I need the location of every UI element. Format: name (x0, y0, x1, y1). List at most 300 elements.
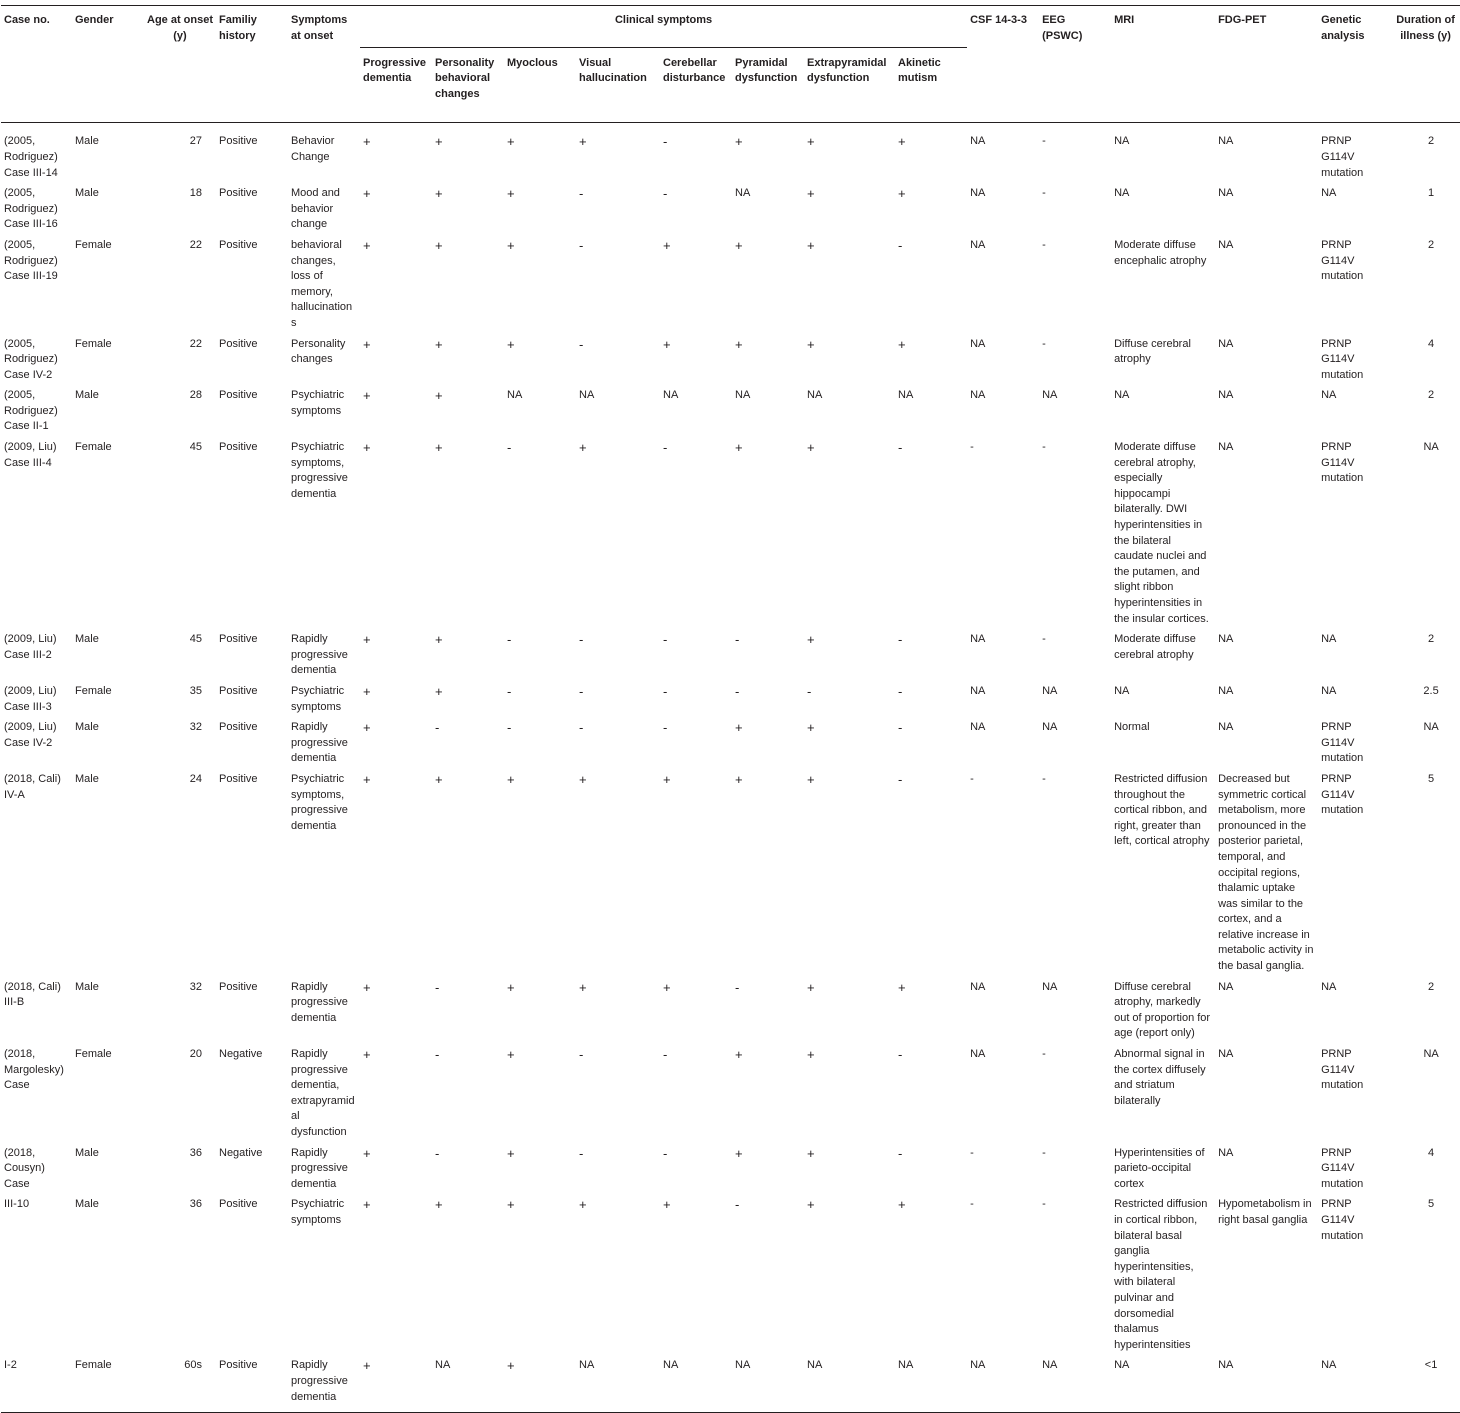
cell-clinical-symptom: - (579, 1047, 584, 1063)
cell-clinical-symptom: + (898, 979, 906, 995)
cell-eeg: - (1042, 1048, 1046, 1061)
cell-clinical-symptom: - (663, 440, 668, 456)
cell-eeg: - (1042, 238, 1046, 251)
cell-fdg-pet: NA (1218, 187, 1234, 200)
cell-onset-symptoms: Rapidly progressive dementia (291, 1146, 348, 1190)
cell-age: 22 (189, 337, 202, 350)
cell-family-history: Positive (219, 441, 258, 454)
cell-clinical-symptom: - (663, 720, 668, 736)
cell-genetic: PRNP G114V mutation (1321, 441, 1364, 485)
cell-onset-symptoms: Psychiatric symptoms (291, 684, 345, 713)
cell-clinical-symptom: + (363, 720, 371, 736)
cell-eeg: - (1042, 1198, 1046, 1211)
cell-family-history: Positive (219, 135, 258, 148)
cell-clinical-symptom: + (807, 134, 815, 150)
cell-duration: 2 (1428, 238, 1435, 251)
cell-csf: NA (970, 389, 986, 402)
table-row (1, 384, 1460, 436)
cell-duration: 2 (1428, 980, 1435, 993)
cell-clinical-symptom: + (663, 336, 671, 352)
cell-clinical-symptom: + (807, 336, 815, 352)
cell-csf: NA (970, 135, 986, 148)
cell-csf: - (970, 441, 974, 454)
cell-clinical-symptom: - (579, 186, 584, 202)
cell-clinical-symptom: + (807, 1197, 815, 1213)
cell-genetic: PRNP G114V mutation (1321, 1146, 1364, 1190)
cell-onset-symptoms: Behavior Change (291, 135, 335, 163)
cell-clinical-symptom: + (435, 771, 443, 787)
cell-clinical-symptom: + (507, 1145, 515, 1161)
cell-age: 45 (189, 633, 202, 646)
cell-fdg-pet: NA (1218, 441, 1234, 454)
cell-duration: 1 (1428, 187, 1435, 200)
col-header-clinical: Pyramidal dysfunction (732, 47, 804, 123)
col-header-age: Age at onset (y) (144, 6, 216, 123)
cell-onset-symptoms: Rapidly progressive dementia (291, 633, 348, 677)
cell-clinical-symptom: + (435, 1197, 443, 1213)
cell-clinical-symptom: + (435, 186, 443, 202)
cell-clinical-symptom: NA (663, 389, 679, 402)
cell-clinical-symptom: + (435, 683, 443, 699)
cell-clinical-symptom: - (898, 1145, 903, 1161)
cell-csf: NA (967, 1354, 1039, 1412)
cell-gender: Female (75, 684, 112, 697)
cell-csf: NA (970, 187, 986, 200)
cell-clinical-symptom: NA (732, 1354, 804, 1412)
cell-case: III-10 (4, 1198, 30, 1211)
cell-fdg-pet: NA (1218, 1048, 1234, 1061)
cell-genetic: PRNP G114V mutation (1321, 135, 1364, 179)
cell-clinical-symptom: + (735, 134, 743, 150)
cell-clinical-symptom: + (663, 237, 671, 253)
cell-fdg-pet: NA (1218, 721, 1234, 734)
cell-clinical-symptom: + (807, 440, 815, 456)
cell-clinical-symptom: NA (735, 187, 751, 200)
cell-clinical-symptom: - (579, 1145, 584, 1161)
cell-onset-symptoms: Rapidly progressive dementia (288, 1354, 360, 1412)
table-row (1, 234, 1460, 333)
cell-clinical-symptom: - (663, 186, 668, 202)
cell-gender: Male (75, 772, 99, 785)
cell-case: (2018, Cousyn) Case (4, 1146, 45, 1190)
table-row (1, 680, 1460, 716)
cell-clinical-symptom: - (579, 632, 584, 648)
cell-genetic: PRNP G114V mutation (1321, 1048, 1364, 1092)
cell-clinical-symptom: + (579, 979, 587, 995)
cell-gender: Female (75, 337, 112, 350)
cell-fdg-pet: NA (1218, 684, 1234, 697)
cell-onset-symptoms: behavioral changes, loss of memory, hallucinations (291, 238, 353, 329)
col-header-clinical: Akinetic mutism (895, 47, 967, 123)
cell-fdg-pet: NA (1218, 238, 1234, 251)
cell-clinical-symptom: + (579, 134, 587, 150)
cell-eeg: - (1042, 187, 1046, 200)
cell-fdg-pet: Decreased but symmetric cortical metabolism, more pronounced in the posterior parietal, temporal, and occipital regions, thalamic uptake was similar to the cortex, and a relative increase in metabolic activity in the basal ganglia. (1218, 772, 1314, 973)
cell-mri: NA (1114, 389, 1130, 402)
cell-clinical-symptom: - (507, 440, 512, 456)
cell-clinical-symptom: + (363, 440, 371, 456)
cell-gender: Male (75, 1146, 99, 1159)
cell-clinical-symptom: - (579, 237, 584, 253)
cell-clinical-symptom: - (435, 1145, 440, 1161)
cell-clinical-symptom: + (898, 186, 906, 202)
cell-clinical-symptom: + (435, 388, 443, 404)
cell-duration: 4 (1428, 337, 1435, 350)
cell-duration: 2 (1428, 135, 1435, 148)
col-header-duration: Duration of illness (y) (1390, 6, 1460, 123)
cell-clinical-symptom: + (507, 1047, 515, 1063)
cell-case: (2018, Margolesky) Case (4, 1048, 64, 1092)
cell-clinical-symptom: + (735, 1145, 743, 1161)
table-row (1, 768, 1460, 976)
cell-fdg-pet: NA (1218, 980, 1234, 993)
cell-mri: NA (1114, 187, 1130, 200)
cell-clinical-symptom: NA (576, 1354, 660, 1412)
table-row (1, 1142, 1460, 1194)
cell-clinical-symptom: - (898, 683, 903, 699)
cell-clinical-symptom: - (579, 683, 584, 699)
cell-clinical-symptom: + (363, 632, 371, 648)
cell-clinical-symptom: - (663, 1047, 668, 1063)
cell-csf: NA (970, 337, 986, 350)
cell-fdg-pet: NA (1218, 1146, 1234, 1159)
cell-family-history: Positive (219, 389, 258, 402)
cell-fdg-pet: NA (1218, 389, 1234, 402)
table-row (1, 1193, 1460, 1354)
cell-gender: Female (75, 441, 112, 454)
cell-age: 20 (189, 1048, 202, 1061)
cell-eeg: NA (1042, 389, 1058, 402)
cell-clinical-symptom: + (435, 632, 443, 648)
cell-mri: Abnormal signal in the cortex diffusely and striatum bilaterally (1114, 1048, 1206, 1107)
cell-mri: Diffuse cerebral atrophy, markedly out of proportion for age (report only) (1114, 980, 1211, 1040)
cell-case: (2005, Rodriguez) Case III-19 (4, 238, 58, 283)
cell-clinical-symptom: - (735, 979, 740, 995)
cell-onset-symptoms: Psychiatric symptoms (291, 389, 345, 417)
cell-clinical-symptom: NA (432, 1354, 504, 1412)
cell-family-history: Positive (219, 980, 258, 993)
cell-clinical-symptom: + (579, 771, 587, 787)
cell-clinical-symptom: + (735, 1047, 743, 1063)
cell-clinical-symptom: - (435, 1047, 440, 1063)
cell-clinical-symptom: + (435, 336, 443, 352)
cell-clinical-symptom: - (898, 771, 903, 787)
cell-case: (2009, Liu) Case III-3 (4, 684, 57, 713)
cell-duration: NA (1423, 721, 1439, 734)
cell-clinical-symptom: + (663, 979, 671, 995)
cell-case: (2005, Rodriguez) Case IV-2 (4, 337, 58, 381)
cell-case: I-2 (1, 1354, 72, 1412)
cell-gender: Female (75, 1048, 112, 1061)
cell-age: 36 (189, 1146, 202, 1159)
cell-gender: Female (75, 238, 112, 251)
cell-genetic: NA (1321, 980, 1337, 993)
cell-clinical-symptom: + (735, 237, 743, 253)
cell-age: 35 (189, 684, 202, 697)
cell-csf: NA (970, 980, 986, 993)
cell-clinical-symptom: + (504, 1354, 576, 1412)
cell-clinical-symptom: + (360, 1354, 432, 1412)
cell-family-history: Positive (219, 684, 258, 697)
cell-eeg: NA (1042, 684, 1058, 697)
col-header-genetic: Genetic analysis (1318, 6, 1390, 123)
cell-clinical-symptom: + (363, 1197, 371, 1213)
cell-clinical-symptom: + (363, 1145, 371, 1161)
table-row (1, 436, 1460, 628)
cell-duration: 2 (1428, 633, 1435, 646)
cell-family-history: Positive (219, 772, 258, 785)
cell-clinical-symptom: + (807, 720, 815, 736)
cell-mri: Moderate diffuse cerebral atrophy (1114, 633, 1196, 661)
cell-clinical-symptom: + (507, 1197, 515, 1213)
cell-gender: Male (75, 135, 99, 148)
cell-mri: Moderate diffuse encephalic atrophy (1114, 238, 1207, 267)
cell-clinical-symptom: + (363, 336, 371, 352)
cell-clinical-symptom: + (363, 1047, 371, 1063)
cell-clinical-symptom: - (735, 632, 740, 648)
col-header-eeg: EEG (PSWC) (1039, 6, 1111, 123)
cell-clinical-symptom: + (435, 440, 443, 456)
cell-clinical-symptom: + (807, 237, 815, 253)
col-header-family: Familiy history (216, 6, 288, 123)
cell-clinical-symptom: + (735, 720, 743, 736)
cell-mri: Hyperintensities of parieto-occipital cortex (1114, 1146, 1205, 1190)
cell-duration: 2 (1428, 389, 1435, 402)
cell-duration: 5 (1428, 1198, 1435, 1211)
cell-fdg-pet: NA (1218, 337, 1234, 350)
cell-csf: - (970, 772, 974, 785)
cell-csf: NA (970, 1048, 986, 1061)
col-header-clinical: Myoclous (504, 47, 576, 123)
cell-gender: Female (72, 1354, 144, 1412)
cell-case: (2009, Liu) Case III-2 (4, 633, 57, 661)
cell-family-history: Positive (216, 1354, 288, 1412)
table-row (1, 976, 1460, 1043)
cell-onset-symptoms: Psychiatric symptoms, progressive dementia (291, 772, 348, 832)
cell-clinical-symptom: NA (735, 389, 751, 402)
cell-eeg: - (1042, 337, 1046, 350)
table-body (1, 123, 1460, 1413)
cell-clinical-symptom: + (435, 134, 443, 150)
col-header-clinical: Personality behavioral changes (432, 47, 504, 123)
cell-clinical-symptom: + (363, 237, 371, 253)
cell-clinical-symptom: + (807, 979, 815, 995)
cell-clinical-symptom: + (363, 683, 371, 699)
cell-gender: Male (75, 1198, 99, 1211)
cell-clinical-symptom: + (807, 186, 815, 202)
cell-eeg: - (1042, 633, 1046, 646)
cell-onset-symptoms: Mood and behavior change (291, 187, 340, 231)
cell-clinical-symptom: + (363, 186, 371, 202)
cell-clinical-symptom: NA (807, 389, 823, 402)
cell-clinical-symptom: + (507, 237, 515, 253)
cell-clinical-symptom: - (663, 1145, 668, 1161)
table-row (1, 182, 1460, 234)
cell-clinical-symptom: - (735, 683, 740, 699)
cell-eeg: - (1042, 772, 1046, 785)
cell-eeg: - (1042, 135, 1046, 148)
col-header-onset: Symptoms at onset (288, 6, 360, 123)
cell-duration: NA (1423, 441, 1439, 454)
cell-age: 32 (189, 980, 202, 993)
cell-clinical-symptom: + (735, 336, 743, 352)
cell-clinical-symptom: - (435, 979, 440, 995)
cell-case: (2009, Liu) Case III-4 (4, 441, 57, 469)
cell-genetic: PRNP G114V mutation (1321, 721, 1364, 765)
case-table (1, 5, 1460, 1413)
cell-gender: Male (75, 721, 99, 734)
cell-eeg: - (1042, 1146, 1046, 1159)
cell-genetic: NA (1321, 389, 1337, 402)
cell-clinical-symptom: - (507, 632, 512, 648)
cell-mri: Restricted diffusion in cortical ribbon, bilateral basal ganglia hyperintensities, with bilateral pulvinar and dorsomedial thalamus hyperintensities (1114, 1198, 1208, 1351)
table-row (1, 1043, 1460, 1142)
cell-age: 28 (189, 389, 202, 402)
col-header-mri: MRI (1111, 6, 1215, 123)
col-header-csf: CSF 14-3-3 (967, 6, 1039, 123)
cell-genetic: PRNP G114V mutation (1321, 337, 1364, 381)
col-header-clinical-group: Clinical symptoms (360, 6, 967, 48)
cell-age: 36 (189, 1198, 202, 1211)
cell-clinical-symptom: + (363, 771, 371, 787)
cell-family-history: Positive (219, 633, 258, 646)
table-row (1, 123, 1460, 182)
cell-genetic: PRNP G114V mutation (1321, 238, 1364, 283)
cell-clinical-symptom: - (735, 1197, 740, 1213)
cell-age: 27 (189, 135, 202, 148)
cell-csf: NA (970, 238, 986, 251)
cell-clinical-symptom: + (807, 632, 815, 648)
cell-eeg: NA (1042, 721, 1058, 734)
table-row (1, 333, 1460, 385)
cell-genetic: NA (1321, 633, 1337, 646)
cell-clinical-symptom: + (807, 1145, 815, 1161)
cell-clinical-symptom: + (507, 186, 515, 202)
cell-case: (2005, Rodriguez) Case III-14 (4, 135, 58, 179)
cell-duration: 2.5 (1423, 684, 1439, 697)
cell-mri: Restricted diffusion throughout the cortical ribbon, and right, greater than left, cortical atrophy (1114, 772, 1210, 848)
cell-clinical-symptom: - (898, 632, 903, 648)
cell-family-history: Positive (219, 187, 258, 200)
cell-mri: NA (1114, 684, 1130, 697)
cell-family-history: Negative (219, 1146, 263, 1159)
cell-clinical-symptom: NA (579, 389, 595, 402)
cell-clinical-symptom: + (807, 771, 815, 787)
cell-clinical-symptom: + (435, 237, 443, 253)
cell-clinical-symptom: NA (507, 389, 523, 402)
cell-family-history: Positive (219, 1198, 258, 1211)
cell-clinical-symptom: + (807, 1047, 815, 1063)
cell-onset-symptoms: Personality changes (291, 337, 346, 366)
cell-onset-symptoms: Psychiatric symptoms (291, 1198, 345, 1226)
cell-clinical-symptom: - (663, 683, 668, 699)
col-header-clinical: Extrapyramidal dysfunction (804, 47, 895, 123)
cell-genetic: PRNP G114V mutation (1321, 1198, 1364, 1242)
header-row-top (1, 6, 1460, 48)
cell-fdg-pet: NA (1218, 135, 1234, 148)
cell-family-history: Negative (219, 1048, 263, 1061)
cell-gender: Male (75, 187, 99, 200)
cell-age: 45 (189, 441, 202, 454)
cell-genetic: NA (1321, 187, 1337, 200)
col-header-clinical: Cerebellar disturbance (660, 47, 732, 123)
cell-mri: NA (1114, 135, 1130, 148)
cell-clinical-symptom: + (507, 336, 515, 352)
cell-eeg: NA (1042, 980, 1058, 993)
cell-csf: NA (970, 633, 986, 646)
cell-case: (2009, Liu) Case IV-2 (4, 721, 57, 749)
cell-clinical-symptom: - (898, 720, 903, 736)
cell-clinical-symptom: + (507, 771, 515, 787)
cell-clinical-symptom: NA (895, 1354, 967, 1412)
cell-age: 18 (189, 187, 202, 200)
cell-duration: 5 (1428, 772, 1435, 785)
cell-genetic: NA (1321, 684, 1337, 697)
cell-clinical-symptom: + (507, 134, 515, 150)
cell-duration: NA (1423, 1048, 1439, 1061)
cell-case: (2005, Rodriguez) Case II-1 (4, 389, 58, 433)
cell-clinical-symptom: - (898, 440, 903, 456)
cell-duration: <1 (1390, 1354, 1460, 1412)
cell-clinical-symptom: - (898, 1047, 903, 1063)
col-header-case: Case no. (1, 6, 72, 123)
cell-clinical-symptom: - (507, 683, 512, 699)
cell-clinical-symptom: + (898, 134, 906, 150)
cell-mri: Moderate diffuse cerebral atrophy, especially hippocampi bilaterally. DWI hyperintensities in the bilateral caudate nuclei and the putamen, and slight ribbon hyperintensities in the insular cortices. (1114, 441, 1209, 625)
cell-family-history: Positive (219, 721, 258, 734)
cell-family-history: Positive (219, 238, 258, 251)
cell-family-history: Positive (219, 337, 258, 350)
cell-gender: Male (75, 980, 99, 993)
cell-mri: Normal (1114, 721, 1150, 734)
cell-csf: - (970, 1146, 974, 1159)
cell-clinical-symptom: + (735, 440, 743, 456)
cell-clinical-symptom: + (579, 440, 587, 456)
cell-csf: NA (970, 721, 986, 734)
cell-genetic: NA (1318, 1354, 1390, 1412)
cell-clinical-symptom: - (579, 720, 584, 736)
cell-clinical-symptom: + (363, 134, 371, 150)
cell-onset-symptoms: Psychiatric symptoms, progressive dementia (291, 441, 348, 500)
cell-clinical-symptom: NA (898, 389, 914, 402)
cell-clinical-symptom: + (507, 979, 515, 995)
cell-onset-symptoms: Rapidly progressive dementia, extrapyramidal dysfunction (291, 1048, 355, 1138)
cell-clinical-symptom: NA (804, 1354, 895, 1412)
cell-clinical-symptom: NA (660, 1354, 732, 1412)
cell-fdg-pet: NA (1218, 633, 1234, 646)
col-header-clinical: Visual hallucination (576, 47, 660, 123)
cell-case: (2018, Cali) IV-A (4, 772, 61, 801)
table-row (1, 628, 1460, 680)
cell-mri: Diffuse cerebral atrophy (1114, 337, 1191, 366)
cell-clinical-symptom: + (579, 1197, 587, 1213)
cell-onset-symptoms: Rapidly progressive dementia (291, 980, 348, 1024)
cell-clinical-symptom: - (507, 720, 512, 736)
cell-age: 60s (144, 1354, 216, 1412)
cell-clinical-symptom: + (663, 1197, 671, 1213)
cell-clinical-symptom: + (663, 771, 671, 787)
col-header-fdg: FDG-PET (1215, 6, 1318, 123)
cell-case: (2005, Rodriguez) Case III-16 (4, 187, 58, 231)
cell-genetic: PRNP G114V mutation (1321, 772, 1364, 817)
cell-age: 32 (189, 721, 202, 734)
cell-gender: Male (75, 389, 99, 402)
cell-clinical-symptom: + (898, 336, 906, 352)
cell-mri: NA (1111, 1354, 1215, 1412)
cell-age: 22 (189, 238, 202, 251)
cell-csf: - (970, 1198, 974, 1211)
cell-onset-symptoms: Rapidly progressive dementia (291, 721, 348, 765)
